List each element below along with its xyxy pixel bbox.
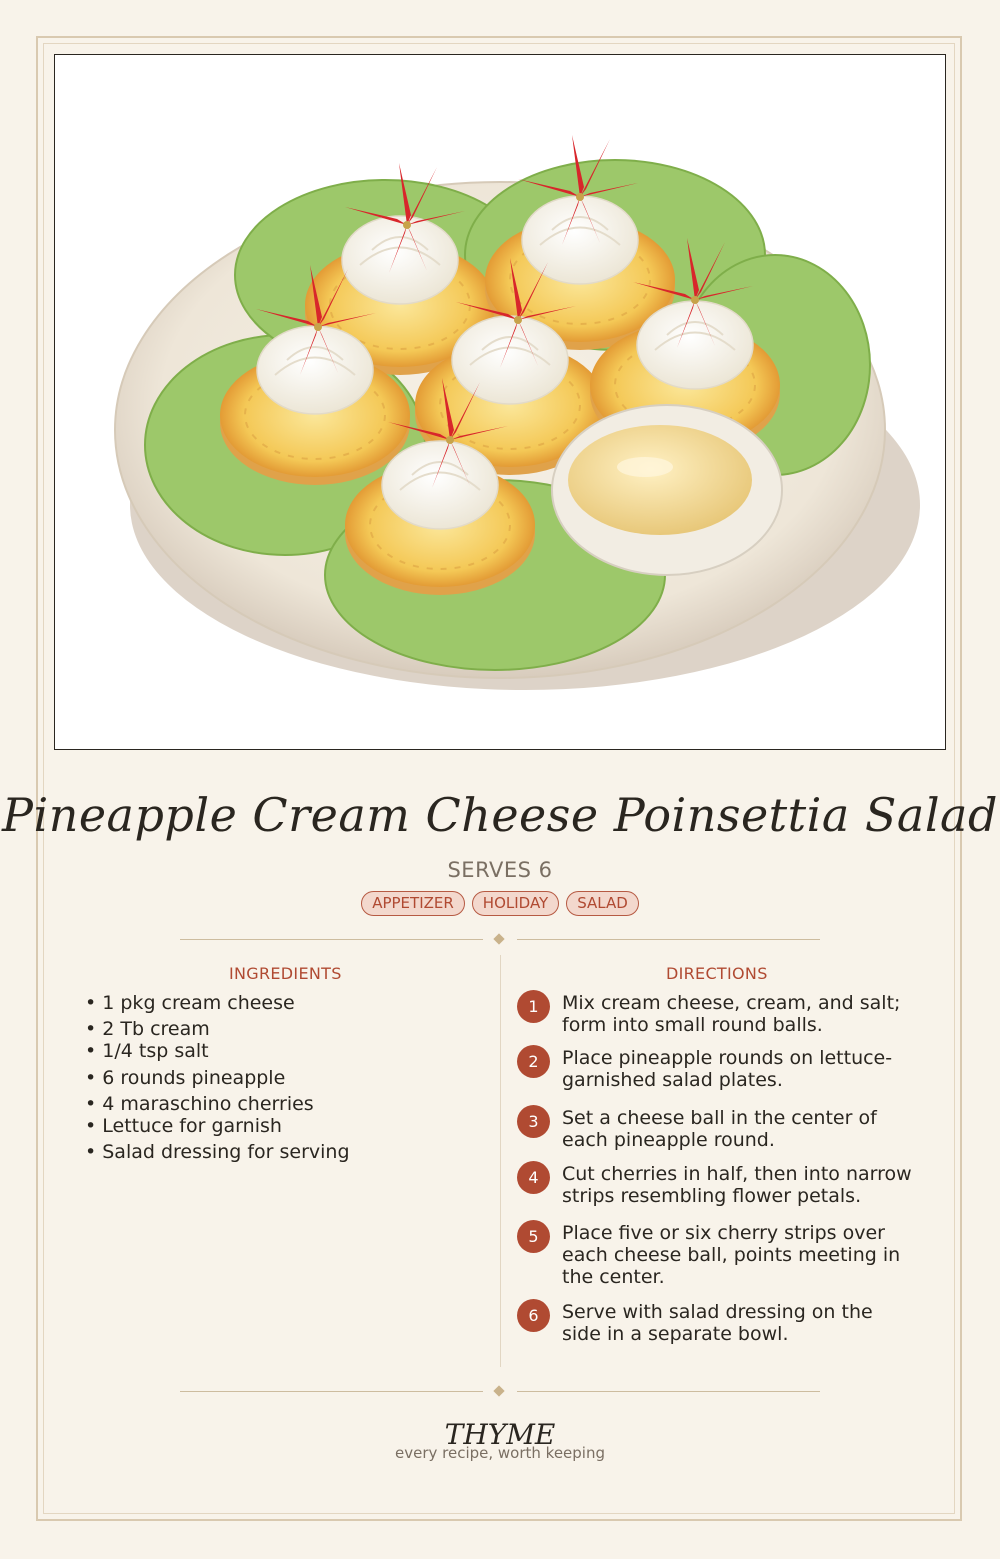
ingredient-item: • 1/4 tsp salt [85, 1040, 209, 1062]
step-text: Place pineapple rounds on lettuce-garnished salad plates. [562, 1047, 893, 1091]
recipe-photo [54, 54, 946, 750]
ingredient-item: • 1 pkg cream cheese [85, 992, 295, 1014]
diamond-icon [493, 933, 504, 944]
ingredient-item: • Lettuce for garnish [85, 1115, 282, 1137]
diamond-icon [493, 1385, 504, 1396]
tag-holiday[interactable]: HOLIDAY [472, 891, 559, 916]
tag-appetizer[interactable]: APPETIZER [361, 891, 465, 916]
ingredients-heading: INGREDIENTS [229, 964, 342, 983]
section-divider-bottom [180, 1385, 820, 1399]
step-text: Mix cream cheese, cream, and salt; form into small round balls. [562, 992, 901, 1036]
step-text: Serve with salad dressing on the side in a separate bowl. [562, 1301, 873, 1345]
brand-tagline: every recipe, worth keeping [394, 1444, 605, 1462]
step-number-badge: 1 [517, 990, 550, 1023]
recipe-title: Pineapple Cream Cheese Poinsettia Salad [2, 788, 998, 842]
step-number-badge: 2 [517, 1045, 550, 1078]
step-text: Cut cherries in half, then into narrow strips resembling flower petals. [562, 1163, 912, 1207]
brand-logo-text: THYME [444, 1418, 556, 1451]
step-text: Place five or six cherry strips over each cheese ball, points meeting in the center. [562, 1222, 901, 1288]
tag-salad[interactable]: SALAD [566, 891, 639, 916]
step-number-badge: 6 [517, 1299, 550, 1332]
step-number-badge: 5 [517, 1220, 550, 1253]
step-text: Set a cheese ball in the center of each pineapple round. [562, 1107, 877, 1151]
ingredient-item: • 6 rounds pineapple [85, 1067, 286, 1089]
salad-illustration [55, 55, 946, 750]
ingredient-item: • Salad dressing for serving [85, 1141, 350, 1163]
step-number-badge: 3 [517, 1105, 550, 1138]
directions-heading: DIRECTIONS [666, 964, 768, 983]
servings-label: SERVES 6 [447, 858, 553, 882]
ingredient-item: • 4 maraschino cherries [85, 1093, 314, 1115]
column-separator [500, 955, 501, 1367]
section-divider-top [180, 933, 820, 947]
ingredient-item: • 2 Tb cream [85, 1018, 210, 1040]
tag-list [0, 891, 1000, 916]
step-number-badge: 4 [517, 1161, 550, 1194]
